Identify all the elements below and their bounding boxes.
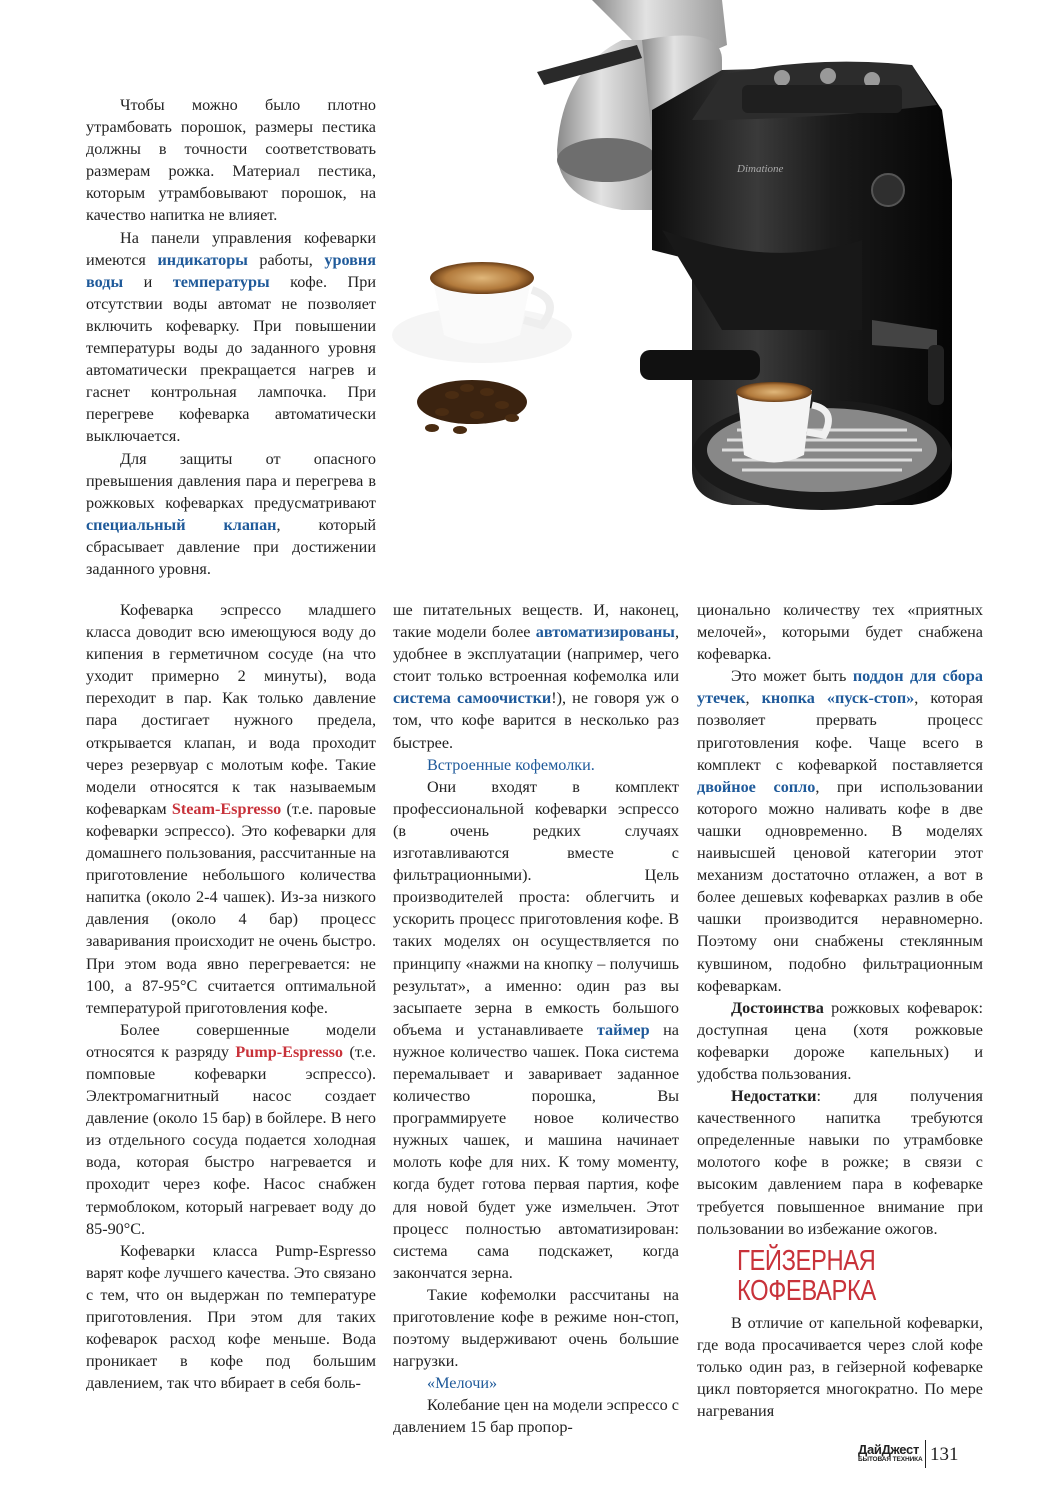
highlight-term: поддон для сбора утечек [697, 667, 984, 708]
cup-with-saucer [392, 262, 572, 363]
paragraph: Достоинства рожковых кофеварок: доступная цена (хотя рожковые кофеварки дороже капельных) и удобства пользования. [697, 998, 983, 1083]
footer-divider [925, 1440, 926, 1468]
subheading-built-in-grinders: Встроенные кофемолки. [427, 755, 595, 774]
paragraph: Такие кофемолки рассчитаны на приготовление кофе в режиме нон-стоп, поэтому выдерживают очень большие нагрузки. [393, 1285, 679, 1371]
paragraph: Колебание цен на модели эспрессо с давлением 15 бар пропор- [393, 1396, 679, 1437]
paragraph: В отличие от капельной кофеварки, где вода просачивается через слой кофе только один раз, в гейзерной кофеварке цикл повторяется многократно. По мере нагревания [697, 1313, 983, 1421]
section-heading-geyser: ГЕЙЗЕРНАЯ КОФЕВАРКА [737, 1244, 876, 1307]
column-1-bottom [86, 599, 376, 1394]
highlight-term: уровня воды [86, 250, 376, 291]
highlight-term: кнопка «пуск-стоп» [761, 689, 915, 708]
highlight-term: система самоочистки [393, 689, 552, 708]
coffee-beans [417, 380, 527, 434]
bold-term: Недостатки [731, 1087, 817, 1106]
column-3 [697, 599, 983, 1422]
column-2 [393, 599, 679, 1439]
subheading-trifles: «Мелочи» [427, 1374, 498, 1393]
highlight-term: автоматизированы [535, 623, 675, 642]
paragraph: Недостатки: для получения качественного напитка требуются определенные навыки по утрамбовке молотого кофе в рожке; в связи с высоким давлением пара в кофеварке требуется повышенное внимание при пользовании во избежание ожогов. [697, 1087, 983, 1238]
paragraph: На панели управления кофеварки имеются индикаторы работы, уровня воды и температуры кофе. При отсутствии воды автомат не позволяет включить кофеварку. При повышении температуры воды до заданного уровня автоматически прекращается нагрев и гаснет контрольная лампочка. При перегреве кофеварка автоматически выключается. [86, 228, 376, 446]
page-number: 131 [930, 1444, 959, 1465]
paragraph: Они входят в комплект профессиональной кофеварки эспрессо (в очень редких случаях изготавливаются вместе с фильтрационными). Цель производителей проста: облегчить и ускорить процесс приготовления кофе. В таких моделях он осуществляется по принципу «нажми на кнопку – получишь результат», а именно: один раз вы засыпаете зерна в емкость большого объема и устанавливаете таймер на нужное количество чашек. Пока система перемалывает и заваривает заданное количество порошка, Вы программируете новое количество нужных чашек, и машина начинает молоть кофе для них. К тому моменту, когда будет готова первая партия, кофе для новой будет уже измельчен. Этот процесс полностью автоматизирован: система сама подскажет, когда закончатся зерна. [393, 777, 679, 1282]
paragraph: Более совершенные модели относятся к разряду Pump-Espresso (т.е. помповые кофеварки эспрессо). Электромагнитный насос создает давление (около 15 бар) в бойлере. В него из отдельного сосуда подается холодная вода, которая быстро нагревается и проходит через кофе. Насос снабжен термоблоком, который нагревает воду до 85-90°С. [86, 1020, 376, 1238]
machine-brand: Dimatione [737, 163, 784, 175]
paragraph: ше питательных веществ. И, наконец, такие модели более автоматизированы, удобнее в эксплуатации (например, чего стоит только встроенная кофемолка или система самоочистки!), не говоря уж о том, что кофе варится в несколько раз быстрее. [393, 601, 679, 752]
bold-term: Достоинства [731, 998, 824, 1017]
page-footer [858, 1440, 978, 1476]
highlight-term: Pump-Espresso [235, 1042, 344, 1061]
highlight-term: двойное сопло [697, 777, 816, 796]
espresso-machine-photo [392, 0, 1060, 596]
paragraph: Чтобы можно было плотно утрамбовать порошок, размеры пестика должны в точности соответствовать размерам рожка. Материал пестика, которым утрамбовывают порошок, на качество напитка не влияет. [86, 96, 376, 225]
highlight-term: Steam-Espresso [171, 799, 282, 818]
highlight-term: таймер [596, 1020, 650, 1039]
paragraph: Кофеварки класса Pump-Espresso варят кофе лучшего качества. Это связано с тем, что он выдержан по температуре приготовления. При этом для таких кофеварок расход кофе меньше. Вода проникает в кофе под большим давлением, так что вбирает в себя боль- [86, 1241, 376, 1393]
paragraph: ционально количеству тех «приятных мелочей», которыми будет снабжена кофеварка. [697, 601, 983, 664]
paragraph: Для защиты от опасного превышения давления пара и перегрева в рожковых кофеварках предусматривают специальный клапан, который сбрасывает давление при достижении заданного уровня. [86, 449, 376, 578]
highlight-term: индикаторы [157, 250, 248, 269]
magazine-logo: ДайДжест [858, 1442, 920, 1457]
highlight-term: температуры [172, 272, 270, 291]
magazine-logo-subtitle: БЫТОВАЯ ТЕХНИКА [858, 1456, 923, 1463]
paragraph: Кофеварка эспрессо младшего класса доводит всю имеющуюся воду до кипения в герметичном сосуде (на что уходит примерно 2 минуты), вода переходит в пар. Как только давление пара достигает нужного предела, открывается клапан, и вода проходит через резервуар с молотым кофе. Такие модели относятся к так называемым кофеваркам Steam-Espresso (т.е. паровые кофеварки эспрессо). Это кофеварки для домашнего пользования, рассчитанные на приготовление небольшого количества напитка (около 2-4 чашек). Из-за низкого давления (около 4 бар) процесс заваривания происходит не очень быстро. При этом вода явно перегревается: не 100, а 87-95°С считается оптимальной температурой приготовления кофе. [86, 601, 376, 1017]
highlight-term: специальный клапан [86, 515, 277, 534]
column-1-top [86, 94, 376, 580]
paragraph: Это может быть поддон для сбора утечек, кнопка «пуск-стоп», которая позволяет прервать процесс приготовления кофе. Чаще всего в комплект с кофеваркой поставляется двойное сопло, при использовании которого можно наливать кофе в две чашки одновременно. В моделях наивысшей ценовой категории этот механизм достаточно отлажен, а вот в более дешевых кофеварках разлив в обе чашки производится неравномерно. Поэтому они снабжены стеклянным кувшином, подобно фильтрационным кофеваркам. [697, 667, 984, 995]
